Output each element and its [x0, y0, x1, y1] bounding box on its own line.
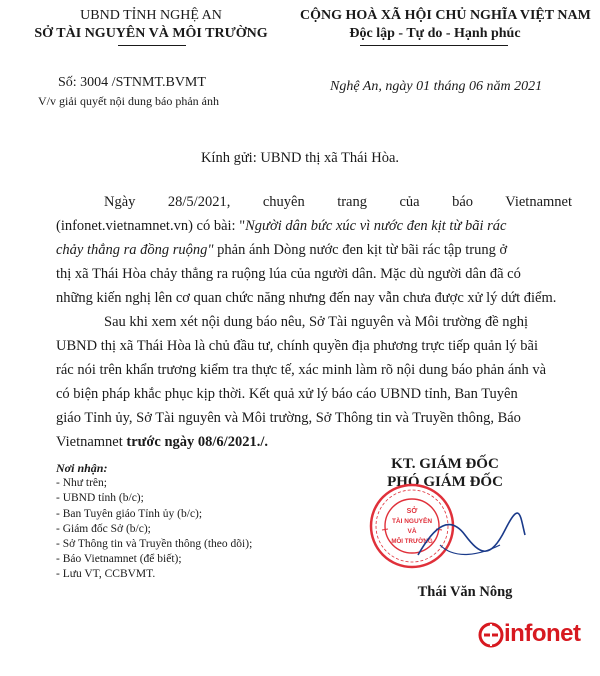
paragraph-2-line-6 [56, 430, 572, 454]
paragraph-1-line-1 [56, 190, 572, 214]
document-number: Số: 3004 /STNMT.BVMT [58, 75, 206, 90]
paragraph-1-line-2 [56, 214, 572, 238]
recipient-item: - Sở Thông tin và Truyền thông (theo dõi); [56, 538, 253, 551]
p1-word: trang [337, 194, 367, 210]
recipient-item: - UBND tỉnh (b/c); [56, 492, 144, 505]
p1-word: báo [452, 194, 474, 210]
signer-title-2: PHÓ GIÁM ĐỐC [387, 474, 503, 490]
motto-underline [360, 45, 508, 46]
paragraph-1-line-4: thị xã Thái Hòa chảy thẳng ra ruộng lúa của người dân. Mặc dù người dân đã có [56, 266, 521, 282]
seal-line: TÀI NGUYÊN [391, 518, 433, 525]
recipient-item: - Ban Tuyên giáo Tỉnh ủy (b/c); [56, 507, 203, 520]
recipient-item: - Giám đốc Sở (b/c); [56, 522, 151, 535]
p1-word: chuyên [262, 194, 305, 210]
paragraph-1 [56, 190, 572, 310]
article-title-cont: chảy thẳng ra đồng ruộng" [56, 242, 214, 258]
p1-text: (infonet.vietnamnet.vn) có bài: " [56, 218, 246, 234]
recipient-item: - Báo Vietnamnet (để biết); [56, 553, 182, 566]
paragraph-2-line-5: giáo Tỉnh ủy, Sở Tài nguyên và Môi trường, Sở Thông tin và Truyền thông, Báo [56, 410, 521, 426]
infonet-logo-text: infonet [504, 620, 581, 647]
paragraph-1-line-5: những kiến nghị lên cơ quan chức năng nhưng đến nay vẫn chưa được xử lý dứt điểm. [56, 290, 557, 306]
seal-line: SỞ [406, 508, 418, 515]
salutation: Kính gửi: UBND thị xã Thái Hòa. [200, 150, 400, 166]
recipient-item: - Lưu VT, CCBVMT. [56, 568, 156, 581]
signer-title-1: KT. GIÁM ĐỐC [391, 456, 499, 472]
paragraph-2 [56, 310, 572, 454]
recipients-title: Nơi nhận: [56, 461, 108, 475]
p1-word: Ngày [104, 194, 136, 210]
paragraph-2-line-2: UBND thị xã Thái Hòa là chủ đầu tư, chính quyền địa phương trực tiếp quản lý bãi [56, 338, 538, 354]
p1-word: Vietnamnet [505, 194, 573, 210]
national-title: CỘNG HOÀ XÃ HỘI CHỦ NGHĨA VIỆT NAM [300, 8, 591, 23]
agency-parent: UBND TỈNH NGHỆ AN [80, 8, 222, 23]
agency-underline [118, 45, 186, 46]
deadline: trước ngày 08/6/2021./. [126, 434, 268, 450]
place-date: Nghệ An, ngày 01 tháng 06 năm 2021 [330, 79, 543, 94]
recipient-item: - Như trên; [56, 477, 107, 490]
paragraph-1-line-3 [56, 238, 572, 262]
paragraph-2-line-4: có biện pháp khắc phục kịp thời. Kết quả xử lý báo cáo UBND tỉnh, Ban Tuyên [56, 386, 518, 402]
agency-name: SỞ TÀI NGUYÊN VÀ MÔI TRƯỜNG [34, 26, 268, 41]
handwritten-signature [410, 505, 530, 575]
article-title: Người dân bức xúc vì nước đen kịt từ bãi rác [245, 218, 507, 234]
national-motto: Độc lập - Tự do - Hạnh phúc [349, 26, 521, 41]
p1-word: 28/5/2021, [167, 194, 231, 210]
p2-text: Vietnamnet [56, 434, 127, 450]
paragraph-2-line-3: rác nói trên khẩn trương kiểm tra thực tế, xác minh làm rõ nội dung báo phản ánh và [56, 362, 547, 378]
document-subject: V/v giải quyết nội dung báo phản ánh [38, 94, 219, 108]
signer-name: Thái Văn Nông [417, 584, 513, 600]
seal-line: MÔI TRƯỜNG [391, 538, 433, 545]
p1-text: phản ánh Dòng nước đen kịt từ bãi rác tập trung ở [213, 242, 508, 258]
infonet-logo-icon [478, 622, 504, 648]
seal-line: VÀ [407, 528, 417, 535]
recipients-list [56, 461, 252, 583]
p1-word: của [399, 194, 420, 210]
paragraph-2-line-1: Sau khi xem xét nội dung báo nêu, Sở Tài nguyên và Môi trường đề nghị [104, 314, 529, 330]
